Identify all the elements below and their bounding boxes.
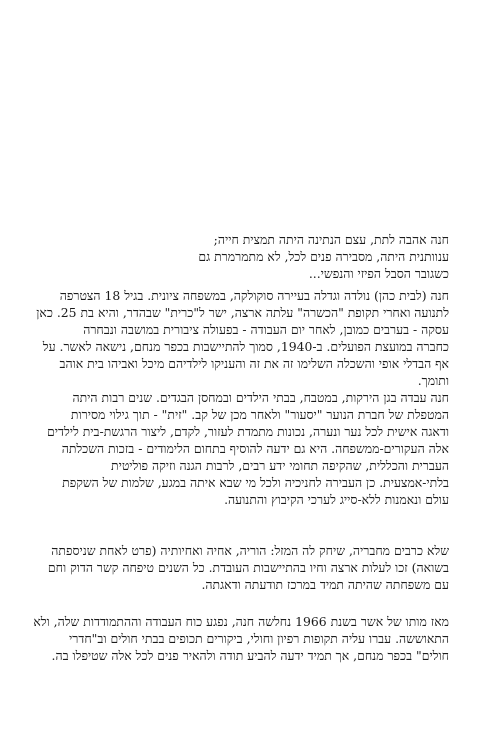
text-line: בלתי-אמצעית. כן העבירה לחניכיה ולכל מי שבא איתה במגע, שלמות של השקפת	[62, 475, 449, 490]
text-line: כחברה במועצת הפועלים. ב-1940, סמוך להתיישבות בכפר מנחם, נישאה לאשר. על	[42, 339, 449, 354]
intro-line: חנה אהבה לתת, עצם הנתינה היתה תמצית חייה;	[213, 232, 449, 247]
text-line: עם משפחתה שהיתה תמיד במרכז תודעתה ודאגתה.	[201, 577, 449, 592]
text-line: התאוששה. עברו עליה תקופות רפיון וחולי, ביקורים תכופים בבתי חולים וב"חדרי	[69, 631, 449, 646]
intro-line: כשגובר הסבל הפיזי והנפשי...	[308, 266, 449, 281]
text-line: עולם ונאמנות ללא-סייג לערכי הקיבוץ והתנועה.	[224, 492, 449, 507]
text-line: ותומך.	[417, 373, 449, 388]
text-line: עסקה - בערבים כמובן, לאחר יום העבודה - בפעולה ציבורית במושבה ונבחרה	[83, 322, 449, 337]
paragraph-birth	[36, 287, 449, 389]
paragraph-work	[47, 389, 449, 508]
text-line: חולים" בכפר מנחם, אך תמיד ידעה להביע תודה ולהאיר פנים לכל אלה שטיפלו בה.	[51, 648, 449, 663]
text-line: שלא כרבים מחבריה, שיחק לה המזל: הוריה, אחיה ואחיותיה (פרט לאחת שניספתה	[51, 543, 449, 558]
paragraph-later-years	[33, 613, 449, 664]
text-line: מאז מותו של אשר בשנת 1966 נחלשה חנה, נפגע כוח העבודה וההתמודדות שלה, ולא	[33, 614, 449, 629]
text-line: בשואה) זכו לעלות ארצה וחיו בהתיישבות העובדת. כל השנים טיפחה קשר הדוק וחם	[47, 560, 449, 575]
intro-line: ענוותנית היתה, מסבירה פנים לכל, לא מתמרמרת גם	[198, 249, 449, 264]
text-line: ודאגה אישית לכל נער ונערה, נכונות מתמדת לעזור, לקדם, ליצור הרגשת-בית לילדים	[47, 424, 449, 439]
text-line: חנה עבדה בגן הירקות, במטבח, בבתי הילדים ובמחסן הבגדים. שנים רבות היתה	[72, 390, 449, 405]
text-line: אף הבדלי אופי והשכלה השלימו זה את זה והעניקו לילדיהם מיכל ואביהו בית אוהב	[59, 356, 449, 371]
text-line: אלה העקורים-ממשפחה. היא גם ידעה להוסיף בתחום הלימודים - בזכות השכלתה	[61, 441, 449, 456]
text-line: המטפלת של חברת הנוער "יסעור" ולאחר מכן של קב. "זית" - תוך גילוי מסירות	[70, 407, 449, 422]
paragraph-family	[47, 542, 449, 593]
intro-poem	[129, 231, 449, 282]
text-line: העברית והכללית, שהקיפה תחומי ידע רבים, לרבות הגנה וזיקה פוליטית	[111, 458, 449, 473]
text-line: חנה (לבית כהן) נולדה וגדלה בעיירה סוקולקה, במשפחה ציונית. בגיל 18 הצטרפה	[59, 288, 449, 303]
text-line: לתנועה ואחרי תקופת "הכשרה" עלתה ארצה, ישר ל"כרית" שבהדר, והיא בת 25. כאן	[36, 305, 449, 320]
